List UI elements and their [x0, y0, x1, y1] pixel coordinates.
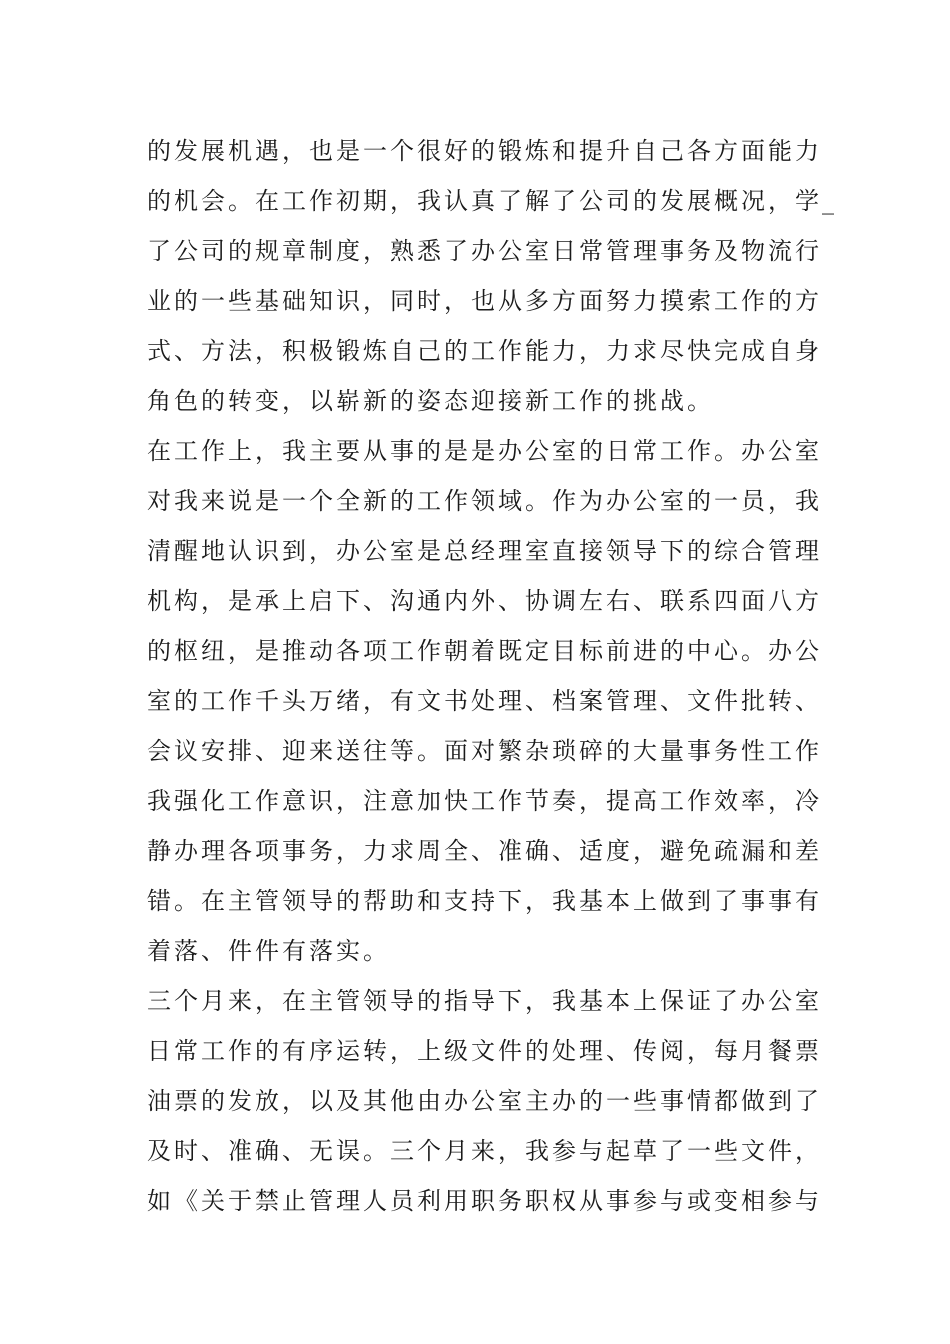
- text-line: 会议安排、迎来送往等。面对繁杂琐碎的大量事务性工作: [147, 737, 822, 765]
- text-line: 业的一些基础知识，同时，也从多方面努力摸索工作的方: [147, 287, 822, 315]
- text-line: 静办理各项事务，力求周全、准确、适度，避免疏漏和差: [147, 837, 822, 865]
- text-line: 了公司的规章制度，熟悉了办公室日常管理事务及物流行: [147, 237, 822, 265]
- body-text: [147, 126, 837, 1226]
- text-line: 的枢纽，是推动各项工作朝着既定目标前进的中心。办公: [147, 637, 822, 665]
- text-line: 室的工作千头万绪，有文书处理、档案管理、文件批转、: [147, 687, 822, 715]
- text-line: 机构，是承上启下、沟通内外、协调左右、联系四面八方: [147, 587, 822, 615]
- text-line: 的机会。在工作初期，我认真了解了公司的发展概况，学_: [147, 187, 837, 215]
- text-line: 油票的发放，以及其他由办公室主办的一些事情都做到了: [147, 1087, 822, 1115]
- text-line: 清醒地认识到，办公室是总经理室直接领导下的综合管理: [147, 537, 822, 565]
- text-line: 如《关于禁止管理人员利用职务职权从事参与或变相参与: [147, 1187, 822, 1215]
- text-line: 对我来说是一个全新的工作领域。作为办公室的一员，我: [147, 487, 822, 515]
- text-line: 角色的转变，以崭新的姿态迎接新工作的挑战。: [147, 387, 714, 415]
- text-line: 及时、准确、无误。三个月来，我参与起草了一些文件，: [147, 1137, 822, 1165]
- text-line: 在工作上，我主要从事的是是办公室的日常工作。办公室: [147, 437, 822, 465]
- text-line: 的发展机遇，也是一个很好的锻炼和提升自己各方面能力: [147, 137, 822, 165]
- text-line: 日常工作的有序运转，上级文件的处理、传阅，每月餐票: [147, 1037, 822, 1065]
- text-line: 错。在主管领导的帮助和支持下，我基本上做到了事事有: [147, 887, 822, 915]
- text-line: 我强化工作意识，注意加快工作节奏，提高工作效率，冷: [147, 787, 822, 815]
- text-line: 式、方法，积极锻炼自己的工作能力，力求尽快完成自身: [147, 337, 822, 365]
- text-line: 着落、件件有落实。: [147, 937, 390, 965]
- text-line: 三个月来，在主管领导的指导下，我基本上保证了办公室: [147, 987, 822, 1015]
